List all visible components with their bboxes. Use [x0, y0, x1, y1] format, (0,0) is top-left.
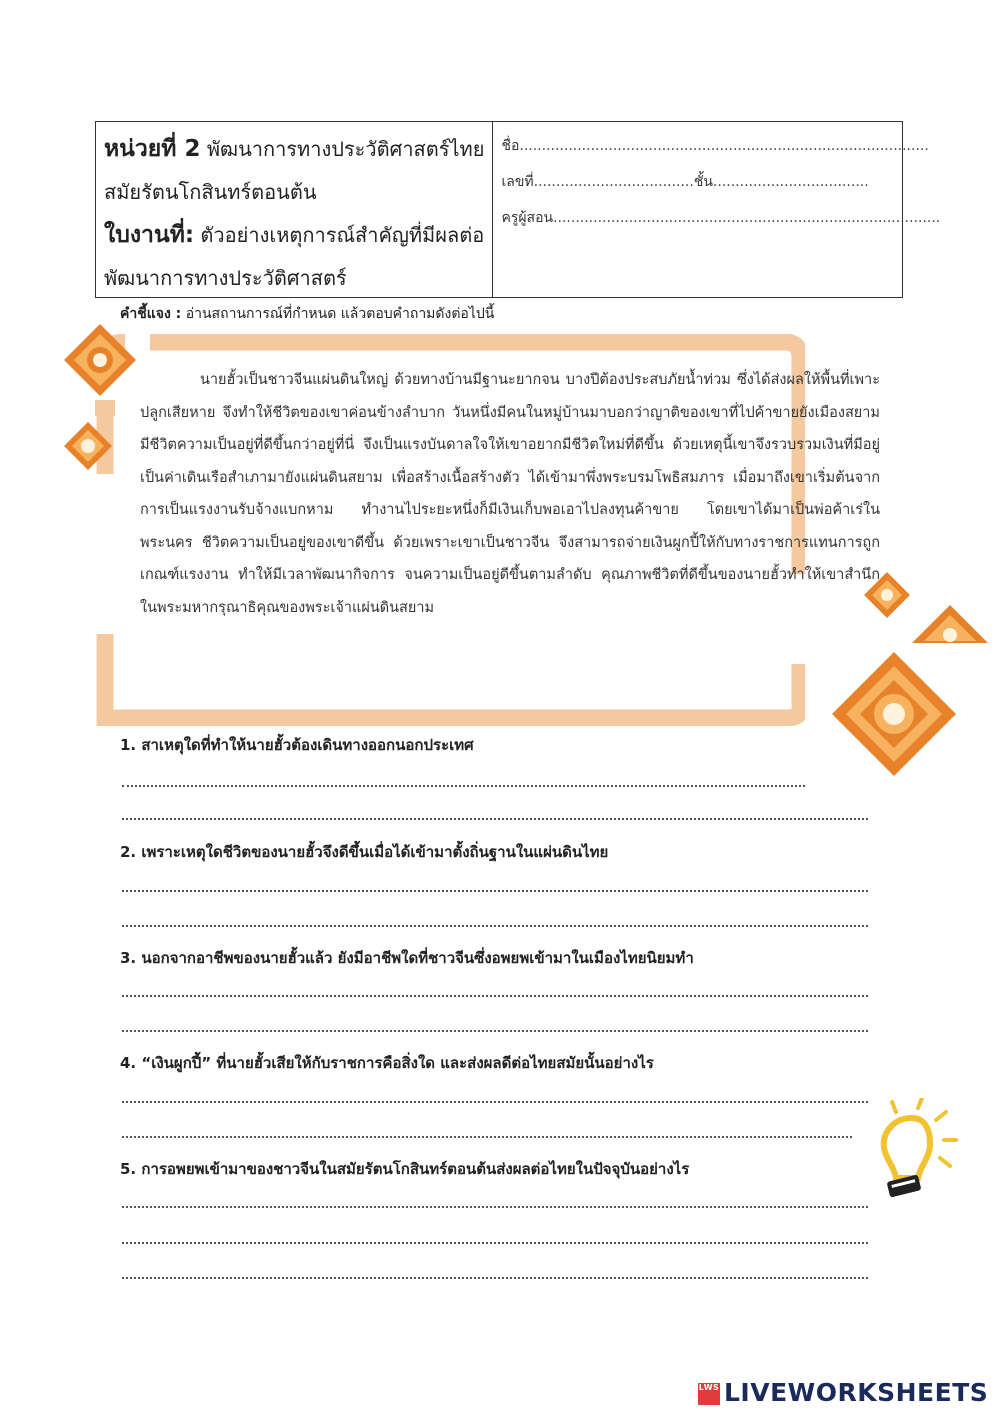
story-passage — [140, 364, 880, 624]
answer-line[interactable] — [122, 818, 868, 820]
lotus-ornament-large-icon — [830, 650, 958, 778]
answer-line[interactable] — [122, 995, 868, 997]
class-label: ชั้น — [693, 174, 713, 190]
instruction-label: คำชี้แจง : — [120, 306, 182, 322]
name-label: ชื่อ — [501, 138, 520, 154]
lightbulb-icon — [866, 1098, 962, 1202]
lotus-ornament-small-icon — [62, 420, 114, 472]
instruction — [120, 303, 494, 325]
frame-block — [95, 400, 115, 416]
question-5: 5. การอพยพเข้ามาของชาวจีนในสมัยรัตนโกสินทร์ตอนต้นส่งผลต่อไทยในปัจจุบันอย่างไร — [120, 1160, 690, 1178]
question-2: 2. เพราะเหตุใดชีวิตของนายฮั้วจึงดีขึ้นเมื่อได้เข้ามาตั้งถิ่นฐานในแผ่นดินไทย — [120, 843, 609, 861]
worksheet-label: ใบงานที่: — [104, 222, 195, 248]
story-paragraph: นายฮั้วเป็นชาวจีนแผ่นดินใหญ่ ด้วยทางบ้านมีฐานะยากจน บางปีต้องประสบภัยน้ำท่วม ซึ่งได้ส่งผลให้พื้นที่เพาะปลูกเสียหาย จึงทำให้ชีวิตของเขาค่อนข้างลำบาก วันหนึ่งมีคนในหมู่บ้านมาบอกว่าญาติของเขาที่ไปค้าขายยังเมืองสยามมีชีวิตความเป็นอยู่ที่ดีขึ้นกว่าอยู่ที่นี่ จึงเป็นแรงบันดาลใจให้เขาอยากมีชีวิตใหม่ที่ดีขึ้น ด้วยเหตุนี้เขาจึงรวบรวมเงินที่มีอยู่เป็นค่าเดินเรือสำเภามายังแผ่นดินสยาม เพื่อสร้างเนื้อสร้างตัว ได้เข้ามาพึ่งพระบรมโพธิสมภาร เมื่อมาถึงเขาเริ่มต้นจากการเป็นแรงงานรับจ้างแบกหาม ทำงานไประยะหนึ่งก็มีเงินเก็บพอเอาไปลงทุนค้าขาย โดยเขาได้มาเป็นพ่อค้าเร่ในพระนคร ชีวิตความเป็นอยู่ของเขาดีขึ้น ด้วยเพราะเขาเป็นชาวจีน จึงสามารถจ่ายเงินผูกปี้ให้กับทางราชการแทนการถูกเกณฑ์แรงงาน ทำให้มีเวลาพัฒนากิจการ จนความเป็นอยู่ดีขึ้นตามลำดับ คุณภาพชีวิตที่ดีขึ้นของนายฮั้วทำให้เขาสำนึกในพระมหากรุณาธิคุณของพระเจ้าแผ่นดินสยาม — [140, 372, 880, 616]
teacher-label: ครูผู้สอน — [501, 210, 554, 226]
logo-badge: LWS — [698, 1383, 720, 1405]
number-class-field[interactable]: เลขที่....................................ชั้น................................... — [501, 174, 869, 190]
unit-heading — [104, 128, 484, 171]
answer-line[interactable] — [122, 1277, 868, 1279]
answer-line[interactable] — [122, 925, 868, 927]
worksheet-title: ตัวอย่างเหตุการณ์สำคัญที่มีผลต่อ — [200, 223, 485, 247]
student-info — [493, 122, 948, 297]
logo-text: LIVEWORKSHEETS — [724, 1378, 989, 1407]
worksheet-header — [95, 121, 941, 298]
answer-line[interactable] — [122, 1030, 868, 1032]
answer-line[interactable] — [122, 1206, 868, 1208]
name-field[interactable]: ชื่อ............................................................................................ — [501, 138, 929, 154]
answer-line[interactable] — [122, 890, 868, 892]
unit-title-2: สมัยรัตนโกสินทร์ตอนต้น — [104, 180, 317, 204]
teacher-field[interactable]: ครูผู้สอน....................................................................................... — [501, 210, 941, 226]
liveworksheets-logo — [698, 1378, 988, 1407]
answer-line[interactable] — [122, 785, 805, 787]
worksheet-heading — [104, 214, 484, 257]
instruction-text: อ่านสถานการณ์ที่กำหนด แล้วตอบคำถามดังต่อไปนี้ — [185, 306, 495, 322]
unit-title: พัฒนาการทางประวัติศาสตร์ไทย — [206, 137, 485, 161]
unit-info — [96, 122, 493, 297]
answer-line[interactable] — [122, 1136, 852, 1138]
worksheet-title-2: พัฒนาการทางประวัติศาสตร์ — [104, 266, 347, 290]
lotus-half-ornament-icon — [910, 603, 990, 645]
answer-line[interactable] — [122, 1242, 868, 1244]
question-1: 1. สาเหตุใดที่ทำให้นายฮั้วต้องเดินทางออกนอกประเทศ — [120, 736, 474, 754]
question-4: 4. “เงินผูกปี้” ที่นายฮั้วเสียให้กับราชการคือสิ่งใด และส่งผลดีต่อไทยสมัยนั้นอย่างไร — [120, 1054, 654, 1072]
answer-line[interactable] — [122, 1101, 868, 1103]
question-3: 3. นอกจากอาชีพของนายฮั้วแล้ว ยังมีอาชีพใดที่ชาวจีนซึ่งอพยพเข้ามาในเมืองไทยนิยมทำ — [120, 949, 694, 967]
lotus-ornament-icon — [62, 322, 138, 398]
number-label: เลขที่ — [501, 174, 534, 190]
unit-label: หน่วยที่ 2 — [104, 136, 201, 162]
